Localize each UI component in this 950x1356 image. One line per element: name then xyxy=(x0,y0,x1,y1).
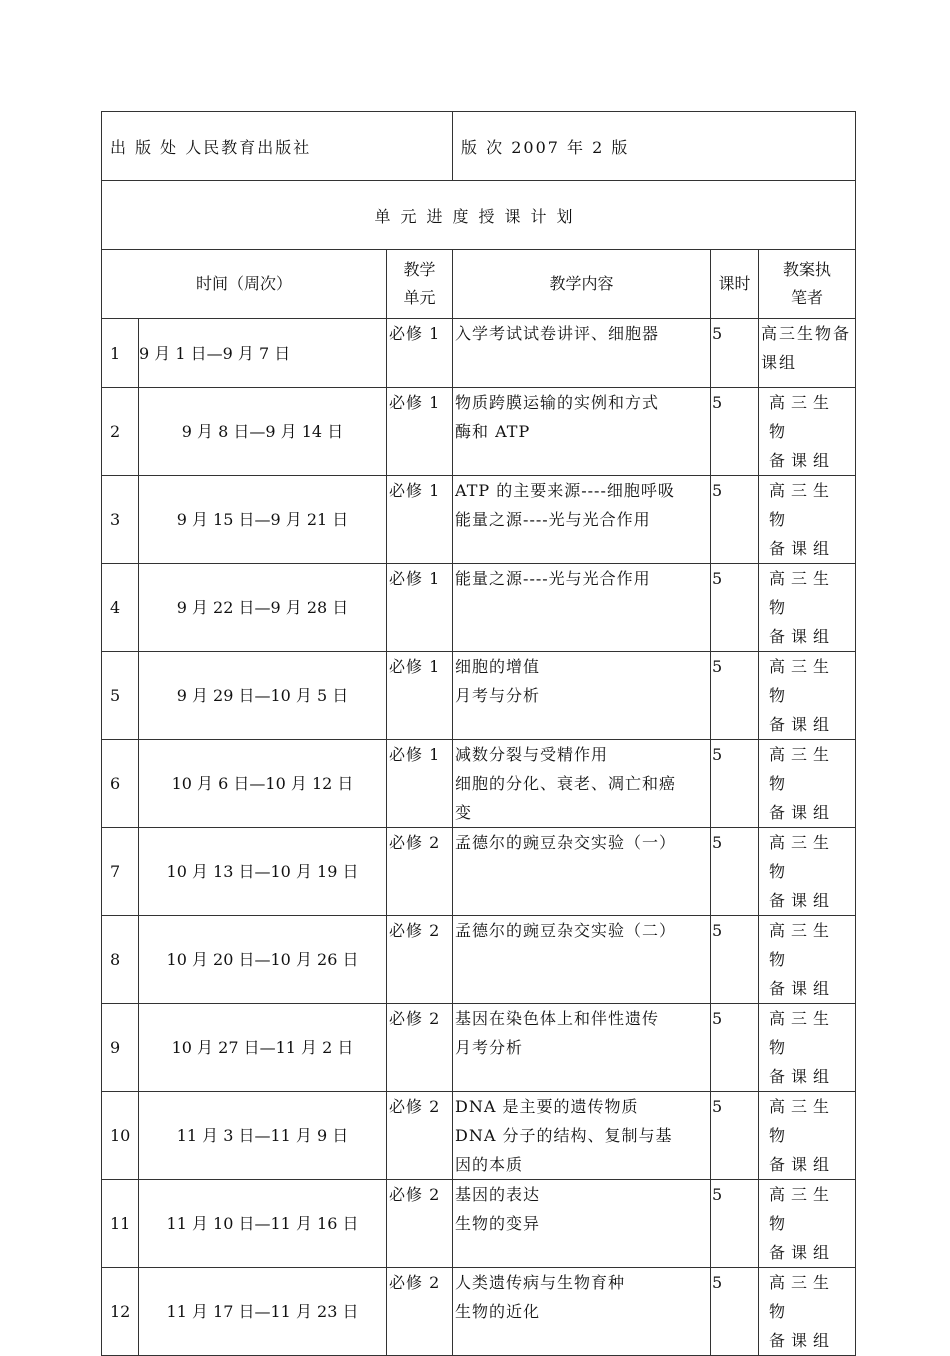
row-number: 7 xyxy=(102,828,139,916)
row-unit: 必修 2 xyxy=(387,828,453,916)
table-title: 单元进度授课计划 xyxy=(102,181,856,250)
col-author-header xyxy=(759,250,856,319)
row-hours: 5 xyxy=(711,1180,759,1268)
row-hours: 5 xyxy=(711,1092,759,1180)
content-line: 月考与分析 xyxy=(455,686,541,705)
author-line: 高三生物 xyxy=(769,833,836,881)
row-unit: 必修 2 xyxy=(387,1092,453,1180)
title-row xyxy=(102,181,856,250)
table-row xyxy=(102,1268,856,1356)
edition-cell: 版 次 2007 年 2 版 xyxy=(453,112,856,181)
row-unit: 必修 2 xyxy=(387,916,453,1004)
row-content xyxy=(453,388,711,476)
author-line: 备课组 xyxy=(769,627,836,646)
row-hours: 5 xyxy=(711,1004,759,1092)
col-hours-header: 课时 xyxy=(711,250,759,319)
row-unit: 必修 2 xyxy=(387,1268,453,1356)
row-number: 6 xyxy=(102,740,139,828)
row-content xyxy=(453,1268,711,1356)
row-number: 3 xyxy=(102,476,139,564)
row-hours: 5 xyxy=(711,828,759,916)
row-unit: 必修 1 xyxy=(387,476,453,564)
row-author xyxy=(759,652,856,740)
row-hours: 5 xyxy=(711,476,759,564)
row-content xyxy=(453,564,711,652)
content-line: 孟德尔的豌豆杂交实验（一） xyxy=(455,833,677,852)
content-line: 能量之源----光与光合作用 xyxy=(455,510,651,529)
author-line: 课组 xyxy=(761,353,798,372)
content-line: 孟德尔的豌豆杂交实验（二） xyxy=(455,921,677,940)
row-author xyxy=(759,740,856,828)
row-number: 2 xyxy=(102,388,139,476)
row-time: 10 月 20 日—10 月 26 日 xyxy=(139,916,387,1004)
content-line: 基因的表达 xyxy=(455,1185,541,1204)
content-line: 细胞的分化、衰老、凋亡和癌 xyxy=(455,774,677,793)
row-hours: 5 xyxy=(711,388,759,476)
schedule-table xyxy=(101,111,856,1356)
row-author xyxy=(759,319,856,388)
col-content-header: 教学内容 xyxy=(453,250,711,319)
row-hours: 5 xyxy=(711,652,759,740)
author-line: 高三生物 xyxy=(769,921,836,969)
table-row xyxy=(102,740,856,828)
row-content xyxy=(453,319,711,388)
content-line: 生物的近化 xyxy=(455,1302,541,1321)
row-content xyxy=(453,476,711,564)
row-author xyxy=(759,916,856,1004)
row-hours: 5 xyxy=(711,916,759,1004)
content-line: 物质跨膜运输的实例和方式 xyxy=(455,393,660,412)
row-hours: 5 xyxy=(711,1268,759,1356)
row-author xyxy=(759,1268,856,1356)
content-line: 因的本质 xyxy=(455,1155,524,1174)
row-time: 11 月 10 日—11 月 16 日 xyxy=(139,1180,387,1268)
row-content xyxy=(453,1004,711,1092)
row-time: 11 月 3 日—11 月 9 日 xyxy=(139,1092,387,1180)
row-time: 10 月 27 日—11 月 2 日 xyxy=(139,1004,387,1092)
col-author-header-line: 笔者 xyxy=(791,288,824,307)
column-header-row xyxy=(102,250,856,319)
table-row xyxy=(102,916,856,1004)
row-unit: 必修 1 xyxy=(387,740,453,828)
row-hours: 5 xyxy=(711,319,759,388)
author-line: 高三生物 xyxy=(769,481,836,529)
col-unit-header xyxy=(387,250,453,319)
row-number: 12 xyxy=(102,1268,139,1356)
content-line: 人类遗传病与生物育种 xyxy=(455,1273,626,1292)
col-unit-header-line: 教学 xyxy=(403,260,436,279)
row-number: 10 xyxy=(102,1092,139,1180)
row-time: 9 月 15 日—9 月 21 日 xyxy=(139,476,387,564)
author-line: 高三生物 xyxy=(769,569,836,617)
row-content xyxy=(453,1092,711,1180)
table-row xyxy=(102,476,856,564)
author-line: 备课组 xyxy=(769,539,836,558)
author-line: 高三生物备 xyxy=(761,324,852,343)
row-unit: 必修 2 xyxy=(387,1180,453,1268)
content-line: 细胞的增值 xyxy=(455,657,541,676)
row-content xyxy=(453,916,711,1004)
row-content xyxy=(453,828,711,916)
row-number: 8 xyxy=(102,916,139,1004)
row-unit: 必修 1 xyxy=(387,652,453,740)
author-line: 高三生物 xyxy=(769,1009,836,1057)
author-line: 高三生物 xyxy=(769,1273,836,1321)
row-content xyxy=(453,740,711,828)
row-time: 9 月 8 日—9 月 14 日 xyxy=(139,388,387,476)
row-time: 10 月 6 日—10 月 12 日 xyxy=(139,740,387,828)
table-row xyxy=(102,564,856,652)
author-line: 备课组 xyxy=(769,451,836,470)
row-unit: 必修 1 xyxy=(387,388,453,476)
table-row xyxy=(102,1180,856,1268)
author-line: 备课组 xyxy=(769,715,836,734)
content-line: 基因在染色体上和伴性遗传 xyxy=(455,1009,660,1028)
row-number: 4 xyxy=(102,564,139,652)
author-line: 备课组 xyxy=(769,803,836,822)
header-row xyxy=(102,112,856,181)
row-time: 10 月 13 日—10 月 19 日 xyxy=(139,828,387,916)
author-line: 备课组 xyxy=(769,979,836,998)
author-line: 高三生物 xyxy=(769,745,836,793)
row-content xyxy=(453,652,711,740)
row-author xyxy=(759,1180,856,1268)
row-time: 9 月 22 日—9 月 28 日 xyxy=(139,564,387,652)
row-author xyxy=(759,564,856,652)
author-line: 高三生物 xyxy=(769,1185,836,1233)
row-number: 1 xyxy=(102,319,139,388)
table-row xyxy=(102,319,856,388)
table-row xyxy=(102,828,856,916)
row-hours: 5 xyxy=(711,564,759,652)
table-row xyxy=(102,1092,856,1180)
row-author xyxy=(759,1092,856,1180)
row-author xyxy=(759,828,856,916)
row-unit: 必修 2 xyxy=(387,1004,453,1092)
row-time: 9 月 1 日—9 月 7 日 xyxy=(139,319,387,388)
row-unit: 必修 1 xyxy=(387,564,453,652)
content-line: ATP 的主要来源----细胞呼吸 xyxy=(455,481,675,500)
content-line: 变 xyxy=(455,803,473,822)
content-line: 减数分裂与受精作用 xyxy=(455,745,609,764)
row-hours: 5 xyxy=(711,740,759,828)
content-line: DNA 是主要的遗传物质 xyxy=(455,1097,639,1116)
row-author xyxy=(759,476,856,564)
author-line: 备课组 xyxy=(769,1331,836,1350)
content-line: DNA 分子的结构、复制与基 xyxy=(455,1126,673,1145)
author-line: 高三生物 xyxy=(769,657,836,705)
author-line: 高三生物 xyxy=(769,1097,836,1145)
author-line: 备课组 xyxy=(769,1243,836,1262)
content-line: 酶和 ATP xyxy=(455,422,531,441)
col-time-header: 时间（周次） xyxy=(102,250,387,319)
row-time: 9 月 29 日—10 月 5 日 xyxy=(139,652,387,740)
table-row xyxy=(102,388,856,476)
publisher-cell: 出 版 处 人民教育出版社 xyxy=(102,112,453,181)
author-line: 备课组 xyxy=(769,1067,836,1086)
table-row xyxy=(102,652,856,740)
row-time: 11 月 17 日—11 月 23 日 xyxy=(139,1268,387,1356)
author-line: 高三生物 xyxy=(769,393,836,441)
author-line: 备课组 xyxy=(769,891,836,910)
col-author-header-line: 教案执 xyxy=(783,260,832,279)
content-line: 能量之源----光与光合作用 xyxy=(455,569,651,588)
content-line: 月考分析 xyxy=(455,1038,524,1057)
row-number: 5 xyxy=(102,652,139,740)
row-unit: 必修 1 xyxy=(387,319,453,388)
content-line: 入学考试试卷讲评、细胞器 xyxy=(455,324,660,343)
row-content xyxy=(453,1180,711,1268)
table-row xyxy=(102,1004,856,1092)
row-number: 9 xyxy=(102,1004,139,1092)
row-number: 11 xyxy=(102,1180,139,1268)
col-unit-header-line: 单元 xyxy=(403,288,436,307)
content-line: 生物的变异 xyxy=(455,1214,541,1233)
author-line: 备课组 xyxy=(769,1155,836,1174)
row-author xyxy=(759,1004,856,1092)
row-author xyxy=(759,388,856,476)
